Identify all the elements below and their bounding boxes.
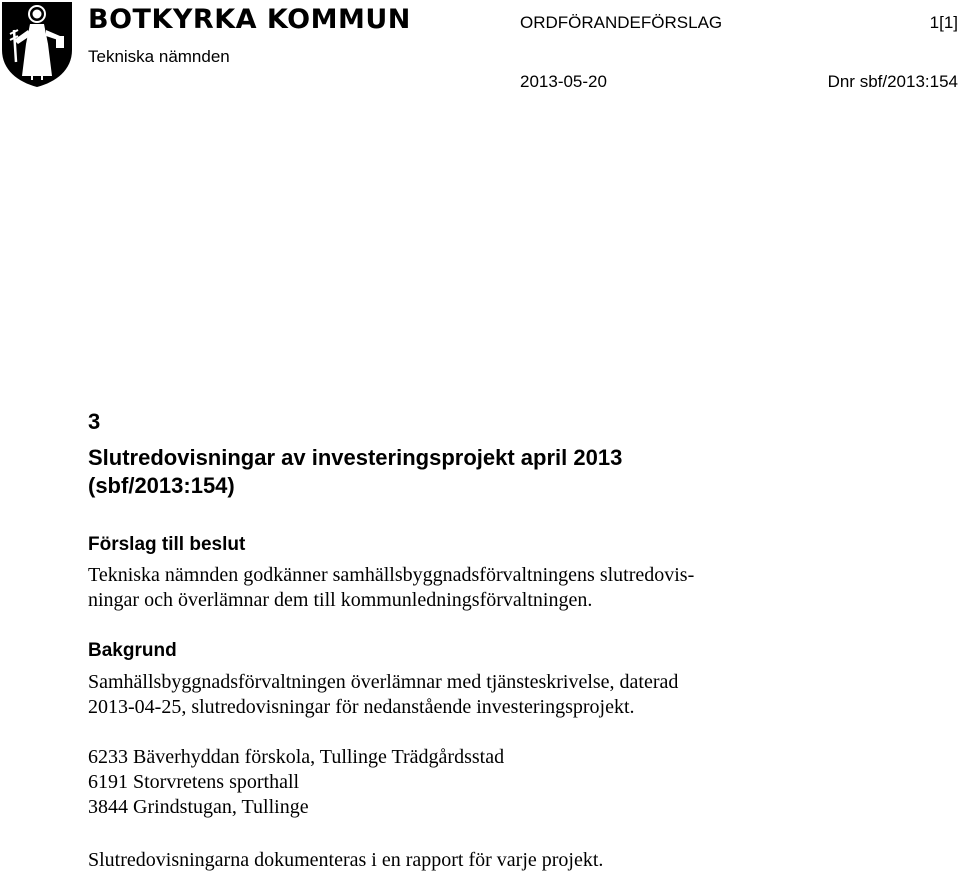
background-line: 2013-04-25, slutredovisningar för nedanstående investeringsprojekt. xyxy=(88,696,635,718)
proposal-line: Tekniska nämnden godkänner samhällsbyggnadsförvaltningens slutredovis- xyxy=(88,564,695,586)
list-item: 6233 Bäverhyddan förskola, Tullinge Trädgårdsstad xyxy=(88,746,505,768)
page-number: 1[1] xyxy=(929,13,958,32)
background-heading: Bakgrund xyxy=(88,640,177,661)
coat-of-arms-icon xyxy=(0,0,74,88)
project-list xyxy=(88,745,504,820)
document-type: ORDFÖRANDEFÖRSLAG xyxy=(520,13,723,32)
organisation-wordmark: BOTKYRKA KOMMUN xyxy=(88,4,411,35)
proposal-heading: Förslag till beslut xyxy=(88,534,246,555)
proposal-text xyxy=(88,563,694,613)
item-title xyxy=(88,444,622,500)
item-title-line: (sbf/2013:154) xyxy=(88,473,235,498)
item-title-line: Slutredovisningar av investeringsprojekt april 2013 xyxy=(88,445,623,470)
document-date: 2013-05-20 xyxy=(520,72,607,91)
list-item: 3844 Grindstugan, Tullinge xyxy=(88,796,309,818)
registration-number: Dnr sbf/2013:154 xyxy=(827,72,958,91)
background-line: Samhällsbyggnadsförvaltningen överlämnar med tjänsteskrivelse, daterad xyxy=(88,671,679,693)
background-text xyxy=(88,670,678,720)
closing-text: Slutredovisningarna dokumenteras i en rapport för varje projekt. xyxy=(88,849,604,871)
proposal-line: ningar och överlämnar dem till kommunledningsförvaltningen. xyxy=(88,589,593,611)
department-name: Tekniska nämnden xyxy=(88,47,230,66)
item-number: 3 xyxy=(88,409,101,434)
list-item: 6191 Storvretens sporthall xyxy=(88,771,300,793)
